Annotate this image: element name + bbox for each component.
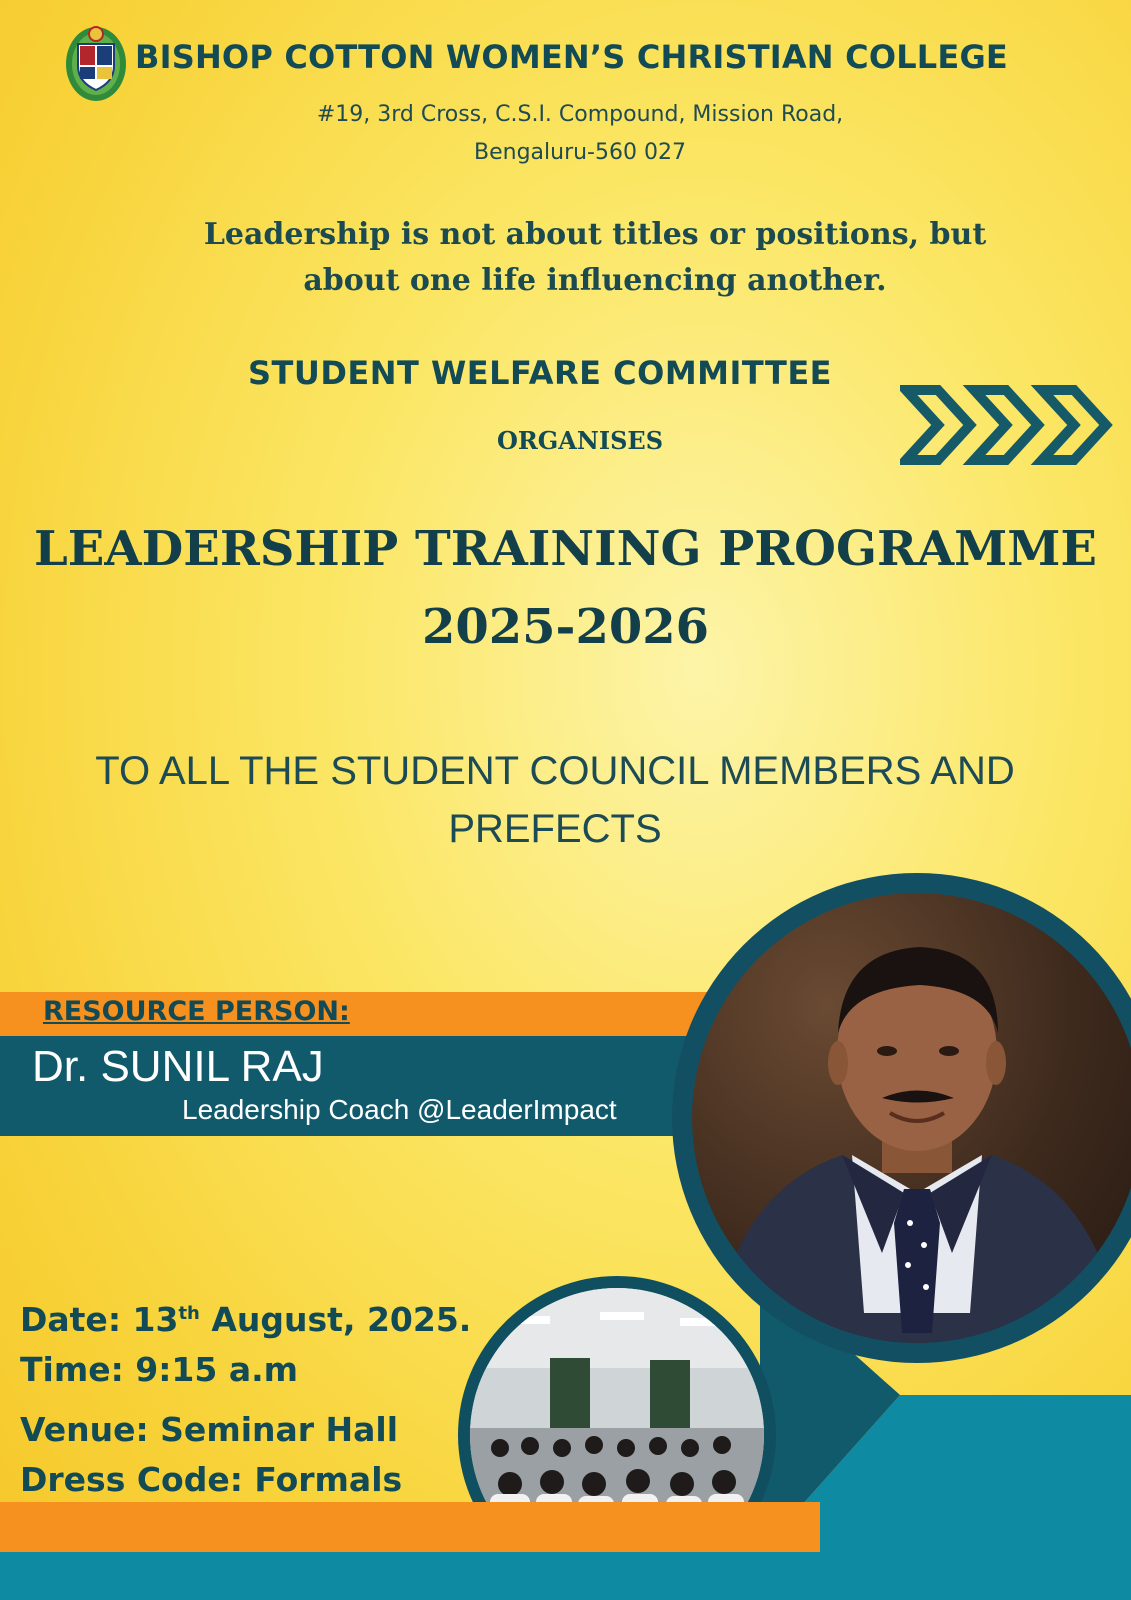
speaker-portrait-image <box>692 893 1131 1343</box>
college-crest-icon <box>64 22 128 102</box>
organises-text: ORGANISES <box>496 426 664 455</box>
event-title-line-2: 2025-2026 <box>421 599 710 655</box>
chevron-arrows-icon <box>900 384 1131 466</box>
college-name: BISHOP COTTON WOMEN’S CHRISTIAN COLLEGE <box>135 38 1008 76</box>
audience-line-1: TO ALL THE STUDENT COUNCIL MEMBERS AND <box>95 749 1015 793</box>
resource-person-label: RESOURCE PERSON: <box>43 996 350 1027</box>
quote-line-2: about one life influencing another. <box>303 263 887 298</box>
event-venue: Venue: Seminar Hall <box>20 1410 399 1449</box>
speaker-photo <box>692 893 1131 1343</box>
event-title <box>0 510 1131 666</box>
event-dress-code: Dress Code: Formals <box>20 1460 403 1499</box>
audience-line-2: PREFECTS <box>448 807 662 851</box>
bottom-teal-band <box>0 1552 1131 1600</box>
speaker-role: Leadership Coach @LeaderImpact <box>182 1094 617 1125</box>
college-address <box>0 96 1131 172</box>
date-suffix: th <box>178 1303 200 1324</box>
leadership-quote <box>0 212 1131 304</box>
event-title-line-1: LEADERSHIP TRAINING PROGRAMME <box>34 521 1097 577</box>
speaker-name: Dr. SUNIL RAJ <box>32 1042 324 1091</box>
organiser-committee: STUDENT WELFARE COMMITTEE <box>247 354 833 392</box>
quote-line-1: Leadership is not about titles or positions, but <box>203 217 987 252</box>
audience-text <box>20 742 1090 858</box>
bottom-orange-band <box>0 1502 820 1552</box>
address-line-2: Bengaluru-560 027 <box>474 140 686 165</box>
date-day: 13 <box>132 1300 179 1339</box>
date-label: Date: <box>20 1300 122 1339</box>
event-time: Time: 9:15 a.m <box>20 1350 299 1389</box>
date-rest: August, 2025. <box>211 1300 472 1339</box>
address-line-1: #19, 3rd Cross, C.S.I. Compound, Mission Road, <box>316 102 844 127</box>
event-date <box>20 1300 471 1339</box>
